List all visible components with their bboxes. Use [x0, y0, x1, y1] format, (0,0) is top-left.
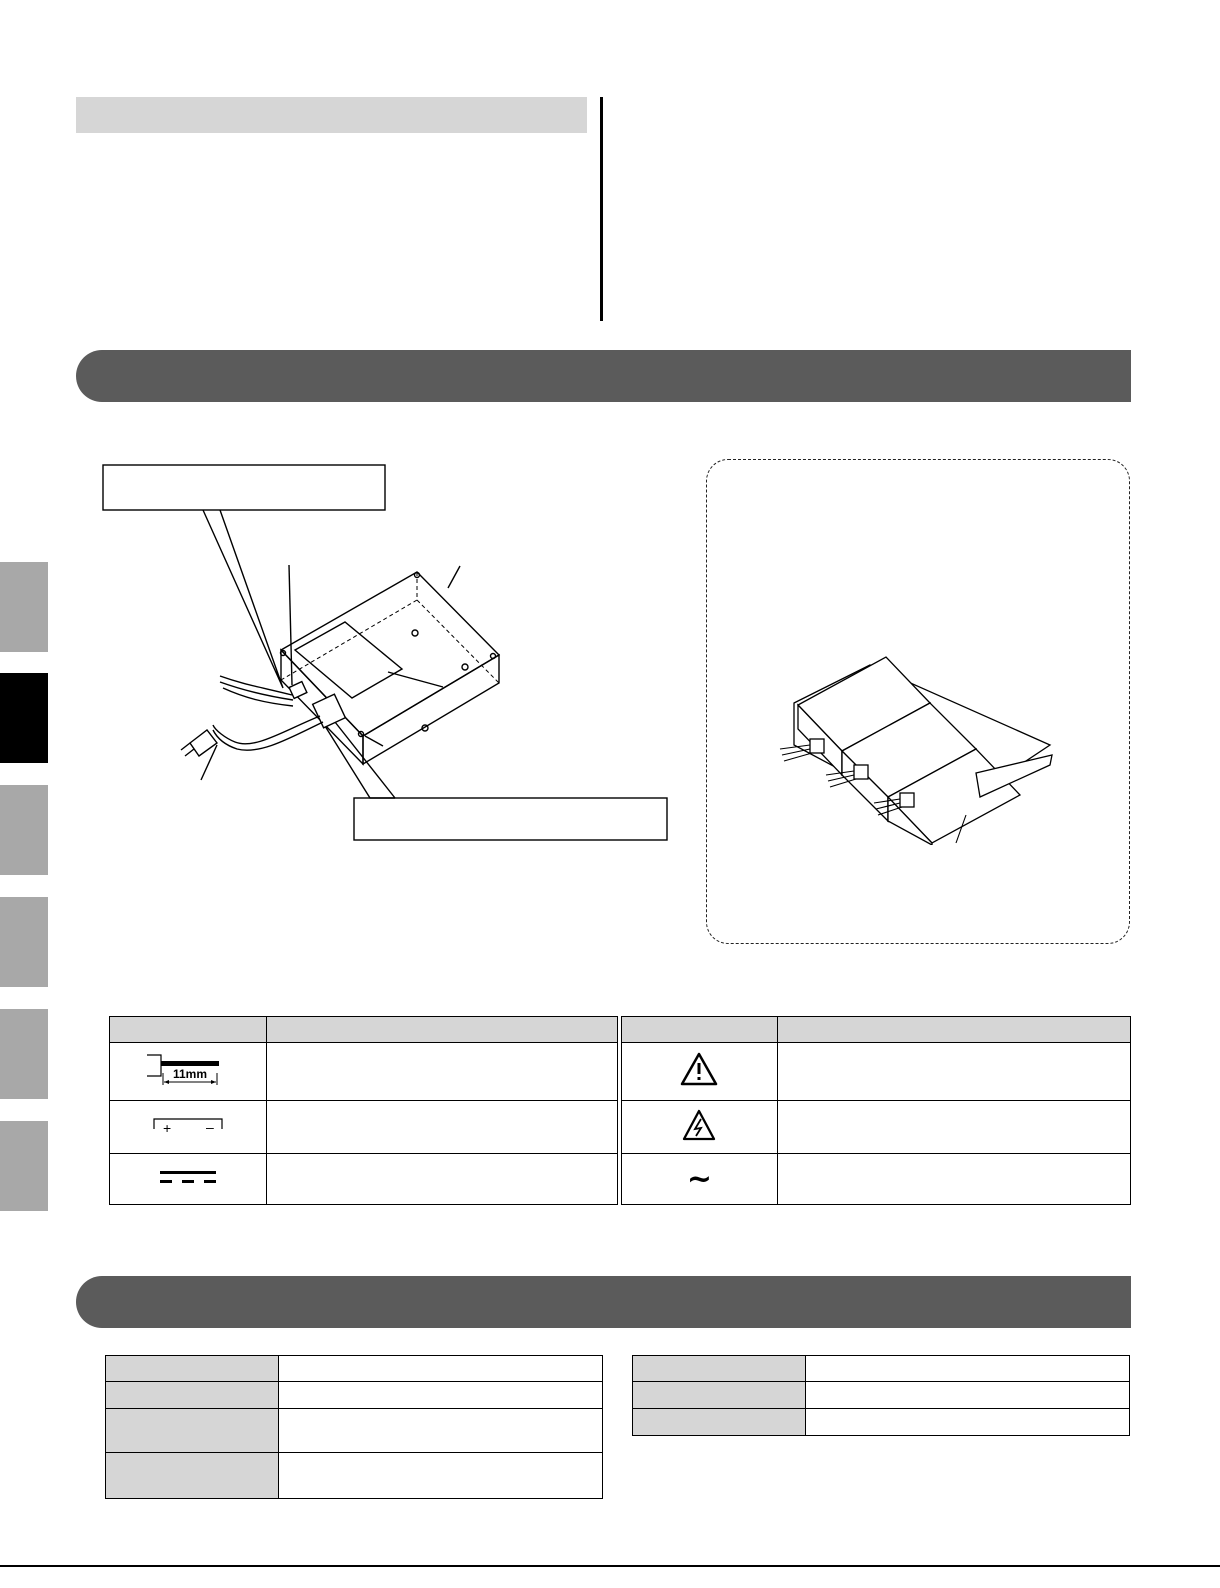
- top-heading-bar: [76, 97, 587, 133]
- table-row: [110, 1043, 1131, 1101]
- symbol-table: [109, 1016, 1131, 1205]
- strip-length-label: 11mm: [172, 1067, 207, 1081]
- section-header-bar-2: [76, 1276, 1131, 1328]
- side-tab-6[interactable]: [0, 1121, 48, 1211]
- header-symbol-2: [622, 1017, 778, 1043]
- side-tab-3[interactable]: [0, 785, 48, 875]
- table-row: [633, 1356, 1130, 1382]
- spec-table-right: [632, 1355, 1130, 1436]
- table-row: [106, 1409, 603, 1453]
- polarity-icon: [110, 1101, 267, 1154]
- ac-symbol: ~: [686, 1161, 712, 1197]
- callout-box-top: [103, 465, 385, 510]
- electric-shock-icon: [622, 1101, 778, 1154]
- header-meaning-2: [777, 1017, 1130, 1043]
- header-symbol-1: [110, 1017, 267, 1043]
- polarity-minus: –: [205, 1118, 214, 1135]
- side-tab-4[interactable]: [0, 897, 48, 987]
- spec-table-left: [105, 1355, 603, 1499]
- page-bottom-rule: [0, 1565, 1220, 1567]
- table-row: [106, 1453, 603, 1499]
- caution-icon: [622, 1043, 778, 1101]
- table-row: [110, 1101, 1131, 1154]
- ac-icon: [622, 1154, 778, 1205]
- symbol-table-header: [110, 1017, 1131, 1043]
- polarity-plus: +: [162, 1119, 172, 1136]
- side-tab-5[interactable]: [0, 1009, 48, 1099]
- side-tab-2[interactable]: [0, 673, 48, 763]
- table-row: [633, 1409, 1130, 1436]
- wire-strip-icon: [110, 1043, 267, 1101]
- section-header-bar-1: [76, 350, 1131, 402]
- rack-mount-illustration: [770, 645, 1070, 845]
- column-divider: [600, 97, 603, 321]
- power-unit-illustration: [95, 460, 685, 850]
- side-tab-1[interactable]: [0, 562, 48, 652]
- callout-box-bottom: [354, 798, 667, 840]
- dc-icon: [110, 1154, 267, 1205]
- table-row: [106, 1356, 603, 1382]
- table-row: [110, 1154, 1131, 1205]
- table-row: [633, 1382, 1130, 1409]
- table-row: [106, 1382, 603, 1409]
- header-meaning-1: [266, 1017, 617, 1043]
